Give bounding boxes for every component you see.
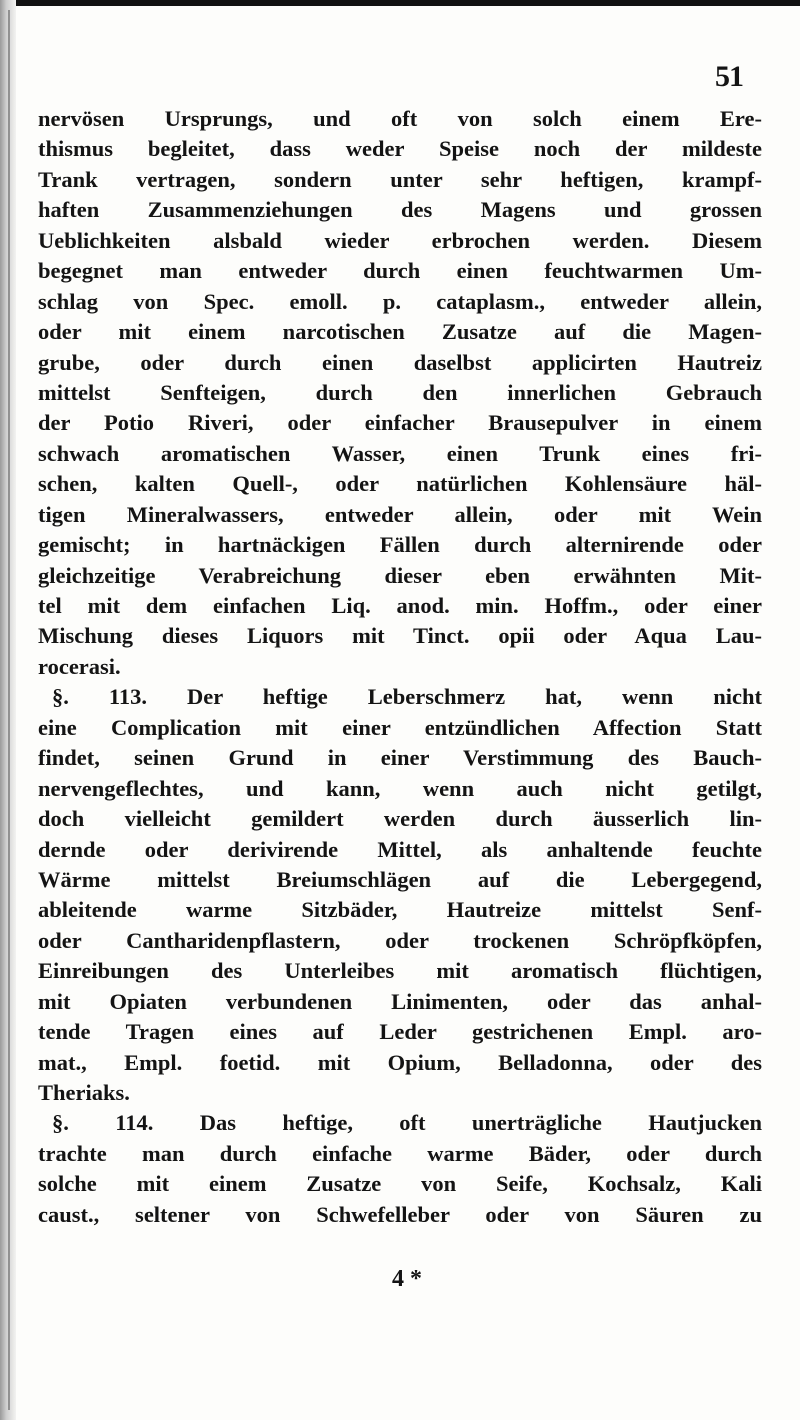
text-line: tigen Mineralwassers, entweder allein, oder mit Wein bbox=[38, 501, 762, 527]
text-line: tel mit dem einfachen Liq. anod. min. Hoffm., oder einer bbox=[38, 593, 762, 618]
text-line: thismus begleitet, dass weder Speise noch der mildeste bbox=[38, 136, 762, 162]
section-start-line: §. 113. Der heftige Leberschmerz hat, wenn nicht bbox=[52, 684, 762, 710]
page-number: 51 bbox=[715, 60, 743, 93]
text-line: schwach aromatischen Wasser, einen Trunk eines fri- bbox=[38, 440, 762, 466]
text-line: schlag von Spec. emoll. p. cataplasm., entweder allein, bbox=[38, 288, 762, 314]
text-line: gleichzeitige Verabreichung dieser eben erwähnten Mit- bbox=[38, 562, 762, 588]
text-line: gemischt; in hartnäckigen Fällen durch alternirende oder bbox=[38, 532, 762, 558]
text-line: Ueblichkeiten alsbald wieder erbrochen werden. Diesem bbox=[38, 227, 762, 253]
text-line: tende Tragen eines auf Leder gestrichenen Empl. aro- bbox=[38, 1019, 762, 1045]
text-line: Theriaks. bbox=[38, 1080, 130, 1105]
text-line: mit Opiaten verbundenen Linimenten, oder das anhal- bbox=[38, 988, 762, 1014]
top-edge-rule bbox=[0, 0, 800, 6]
text-line: begegnet man entweder durch einen feuchtwarmen Um- bbox=[38, 258, 762, 284]
text-line: solche mit einem Zusatze von Seife, Kochsalz, Kali bbox=[38, 1171, 762, 1197]
text-line: doch vielleicht gemildert werden durch äusserlich lin- bbox=[38, 806, 762, 832]
text-line: nervösen Ursprungs, und oft von solch einem Ere- bbox=[38, 106, 762, 131]
text-line: Trank vertragen, sondern unter sehr heftigen, krampf- bbox=[38, 166, 762, 192]
text-line: caust., seltener von Schwefelleber oder von Säuren zu bbox=[38, 1201, 762, 1227]
text-line: eine Complication mit einer entzündlichen Affection Statt bbox=[38, 714, 762, 740]
text-line: Mischung dieses Liquors mit Tinct. opii oder Aqua Lau- bbox=[38, 623, 762, 649]
text-line: Wärme mittelst Breiumschlägen auf die Lebergegend, bbox=[38, 866, 762, 892]
body-text bbox=[38, 104, 762, 1230]
text-line: findet, seinen Grund in einer Verstimmung des Bauch- bbox=[38, 745, 762, 771]
text-line: der Potio Riveri, oder einfacher Brausepulver in einem bbox=[38, 410, 762, 436]
text-line: oder mit einem narcotischen Zusatze auf die Magen- bbox=[38, 319, 762, 345]
text-line: nervengeflechtes, und kann, wenn auch nicht getilgt, bbox=[38, 775, 762, 801]
text-line: mat., Empl. foetid. mit Opium, Belladonna, oder des bbox=[38, 1049, 762, 1075]
text-line: schen, kalten Quell-, oder natürlichen Kohlensäure häl- bbox=[38, 471, 762, 497]
gutter-line bbox=[8, 10, 10, 1410]
text-line: grube, oder durch einen daselbst applicirten Hautreiz bbox=[38, 349, 762, 375]
text-line: mittelst Senfteigen, durch den innerlichen Gebrauch bbox=[38, 379, 762, 405]
signature-mark: 4 * bbox=[392, 1266, 422, 1292]
section-start-line: §. 114. Das heftige, oft unerträgliche Hautjucken bbox=[52, 1110, 762, 1136]
text-line: Einreibungen des Unterleibes mit aromatisch flüchtigen, bbox=[38, 958, 762, 984]
text-line: dernde oder derivirende Mittel, als anhaltende feuchte bbox=[38, 836, 762, 862]
text-line: ableitende warme Sitzbäder, Hautreize mittelst Senf- bbox=[38, 897, 762, 923]
text-line: trachte man durch einfache warme Bäder, oder durch bbox=[38, 1140, 762, 1166]
text-line: haften Zusammenziehungen des Magens und grossen bbox=[38, 197, 762, 223]
text-line: rocerasi. bbox=[38, 653, 121, 679]
text-line: oder Cantharidenpflastern, oder trockenen Schröpfköpfen, bbox=[38, 927, 762, 953]
